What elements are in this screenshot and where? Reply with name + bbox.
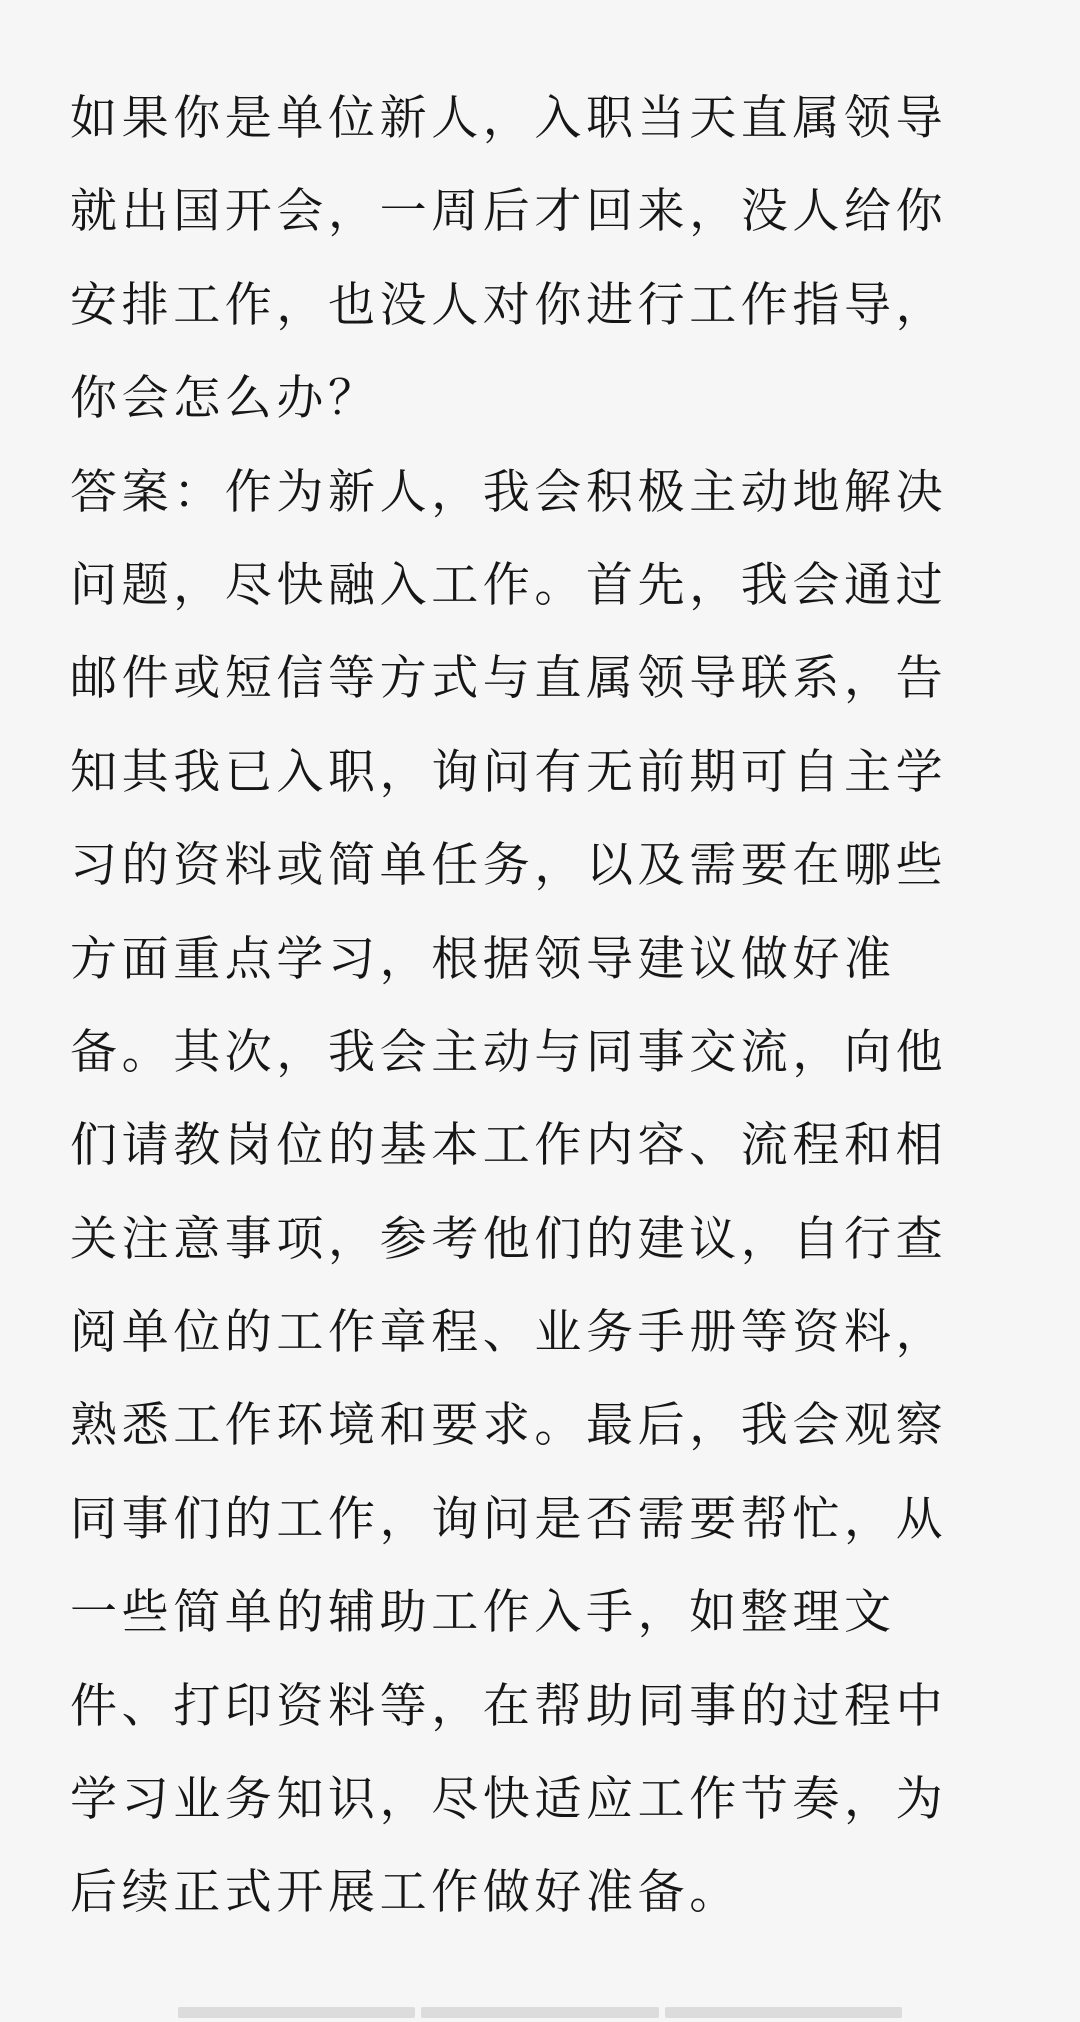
text-line: 备。其次，我会主动与同事交流，向他 xyxy=(70,1024,948,1080)
text-line: 知其我已入职，询问有无前期可自主学 xyxy=(70,744,948,800)
text-line: 习的资料或简单任务，以及需要在哪些 xyxy=(70,838,948,894)
text-line: 方面重点学习，根据领导建议做好准 xyxy=(70,931,896,987)
bottom-divider xyxy=(178,2007,902,2018)
text-line: 如果你是单位新人，入职当天直属领导 xyxy=(70,91,948,146)
text-line: 问题，尽快融入工作。首先，我会通过 xyxy=(70,557,948,613)
text-line: 邮件或短信等方式与直属领导联系，告 xyxy=(70,651,948,707)
bottom-divider-segment xyxy=(665,2007,902,2018)
text-line: 安排工作，也没人对你进行工作指导， xyxy=(70,277,948,333)
text-line: 同事们的工作，询问是否需要帮忙，从 xyxy=(70,1491,948,1547)
text-line: 你会怎么办？ xyxy=(70,371,380,427)
text-line: 答案：作为新人，我会积极主动地解决 xyxy=(70,464,948,520)
text-line: 后续正式开展工作做好准备。 xyxy=(70,1865,741,1921)
bottom-divider-segment xyxy=(421,2007,658,2018)
text-line: 阅单位的工作章程、业务手册等资料， xyxy=(70,1305,948,1361)
text-line: 熟悉工作环境和要求。最后，我会观察 xyxy=(70,1398,948,1454)
document-text xyxy=(70,72,1020,1940)
text-line: 就出国开会，一周后才回来，没人给你 xyxy=(70,184,948,240)
text-line: 关注意事项，参考他们的建议，自行查 xyxy=(70,1211,948,1267)
text-line: 件、打印资料等，在帮助同事的过程中 xyxy=(70,1678,948,1734)
bottom-divider-segment xyxy=(178,2007,415,2018)
text-line: 们请教岗位的基本工作内容、流程和相 xyxy=(70,1118,948,1174)
text-line: 一些简单的辅助工作入手，如整理文 xyxy=(70,1585,896,1641)
text-line: 学习业务知识，尽快适应工作节奏，为 xyxy=(70,1772,948,1828)
